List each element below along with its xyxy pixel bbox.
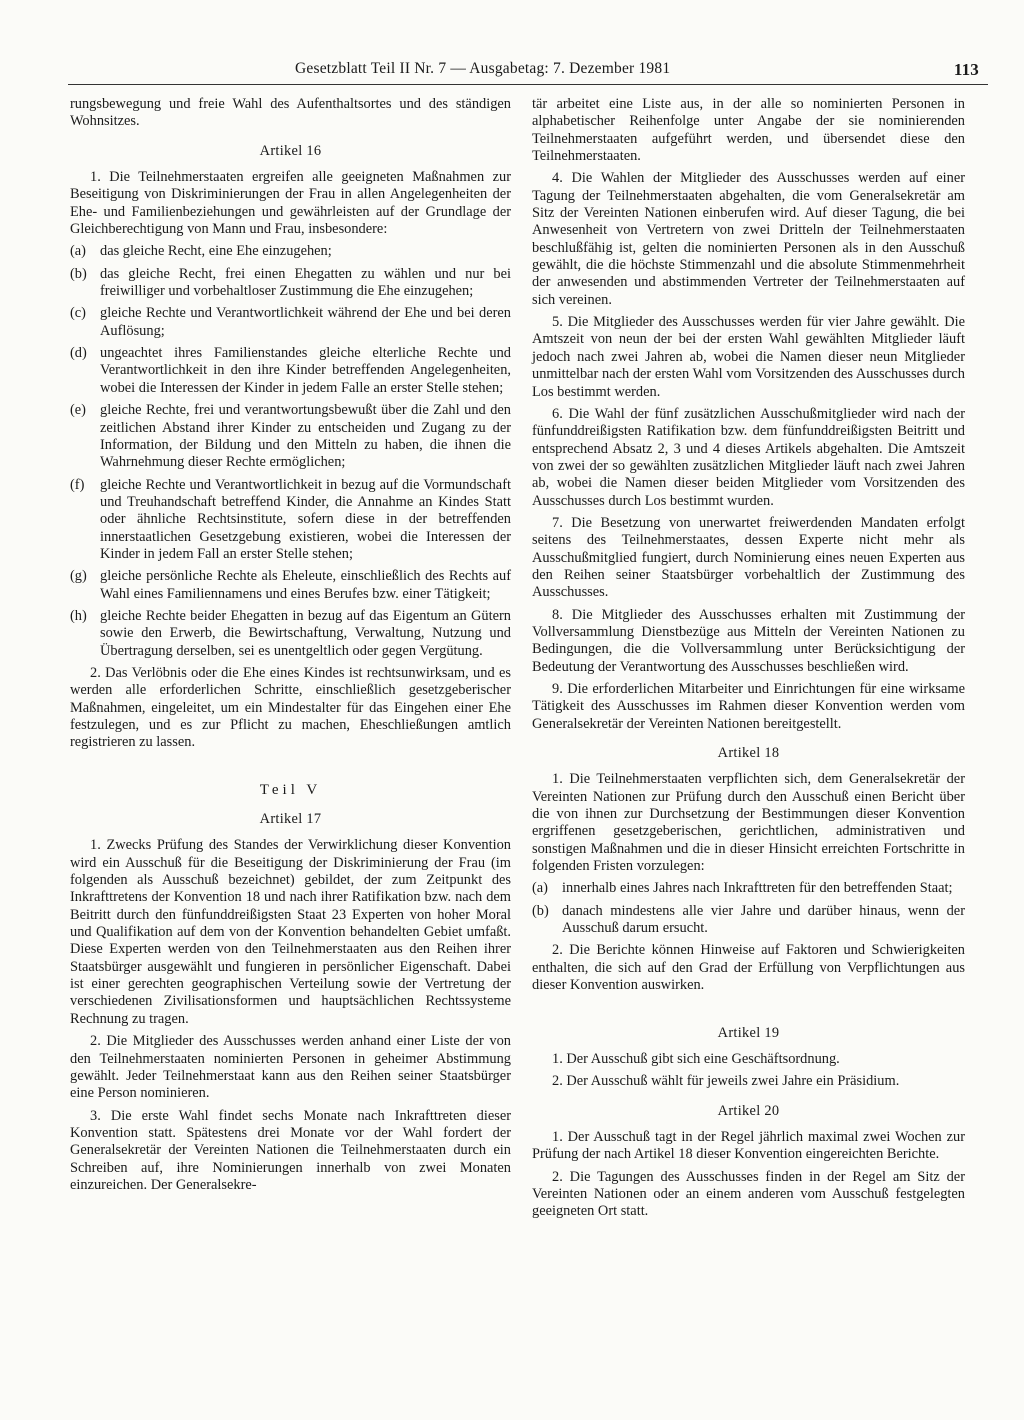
list-item	[532, 903, 965, 938]
page-header	[295, 60, 985, 82]
article-19-paragraph-1: 1. Der Ausschuß gibt sich eine Geschäftsordnung.	[552, 1050, 840, 1067]
list-item-text: gleiche Rechte und Verantwortlichkeit während der Ehe und bei deren Auflösung;	[100, 305, 511, 339]
article-17-paragraph-6: 6. Die Wahl der fünf zusätzlichen Ausschußmitglieder wird nach der fünfunddreißigsten Ratifikation bzw. dem fünfunddreißigsten Beitritt und entsprechend Absatz 2, 3 und 4 dieses Artikels abgehalten. Die Amtszeit von zwei der so gewählten zusätzlichen Mitglieder läuft nach zwei Jahren ab, wobei die Namen dieser beiden Mitglieder vom Vorsitzenden des Ausschusses durch Los bestimmt wurden.	[532, 405, 965, 509]
article-17-paragraph-7: 7. Die Besetzung von unerwartet freiwerdenden Mandaten erfolgt seitens des Teilnehmerstaates, dessen Experte nicht mehr als Ausschußmitglied fungiert, durch Nominierung eines neuen Experten aus den Reihen seiner Staatsbürger vorbehaltlich der Zustimmung des Ausschusses.	[532, 514, 965, 601]
list-item	[70, 345, 511, 397]
list-item	[70, 608, 511, 660]
article-20-paragraph-2: 2. Die Tagungen des Ausschusses finden in der Regel am Sitz der Vereinten Nationen oder an einem anderen vom Ausschuß festgelegten geeigneten Ort statt.	[532, 1168, 965, 1220]
list-item	[70, 402, 511, 471]
list-item-label: (f)	[70, 476, 85, 493]
article-17-paragraph-5: 5. Die Mitglieder des Ausschusses werden für vier Jahre gewählt. Die Amtszeit von neun der bei der ersten Wahl gewählten Mitglieder läuft jedoch nach zwei Jahren ab, wobei die Namen dieser neun Mitglieder unmittelbar nach der ersten Wahl vom Vorsitzenden des Ausschusses durch Los bestimmt werden.	[532, 314, 965, 400]
list-item	[70, 568, 511, 603]
article-17-paragraph-1: 1. Zwecks Prüfung des Standes der Verwirklichung dieser Konvention wird ein Ausschuß für die Beseitigung der Diskriminierung der Frau (im folgenden als Ausschuß bezeichnet) gebildet, der zum Zeitpunkt des Inkrafttretens der Konvention 18 und nach ihrer Ratifikation bzw. nach dem Beitritt durch den fünfunddreißigsten Staat 23 Experten von hoher Moral und Qualifikation auf dem von der Konvention behandelten Gebiet umfaßt. Diese Experten werden von den Teilnehmerstaaten aus den Reihen ihrer Staatsbürger ausgewählt und fungieren in persönlicher Eigenschaft. Dabei ist einer gerechten geographischen Verteilung sowie der Vertretung der verschiedenen Zivilisationsformen und hauptsächlichen Rechtssysteme Rechnung zu tragen.	[70, 837, 511, 1027]
article-16-paragraph-1: 1. Die Teilnehmerstaaten ergreifen alle geeigneten Maßnahmen zur Beseitigung von Diskriminierungen der Frau in allen Angelegenheiten der Ehe- und Familienbeziehungen und gewährleisten auf der Grundlage der Gleichberechtigung von Mann und Frau, insbesondere:	[70, 169, 511, 238]
article-20-heading: Artikel 20	[717, 1102, 780, 1119]
list-item-text: das gleiche Recht, frei einen Ehegatten zu wählen und nur bei freiwilliger und vorbehaltloser Zustimmung die Ehe einzugehen;	[100, 265, 511, 300]
list-item	[70, 477, 511, 564]
list-item-text: das gleiche Recht, eine Ehe einzugehen;	[100, 243, 332, 260]
list-item	[70, 266, 511, 301]
list-item	[70, 243, 511, 260]
list-item-text: danach mindestens alle vier Jahre und darüber hinaus, wenn der Ausschuß darum ersucht.	[562, 902, 965, 937]
list-item-label: (d)	[70, 345, 87, 362]
list-item-label: (h)	[70, 607, 87, 624]
header-rule	[68, 84, 988, 85]
article-17-paragraph-4: 4. Die Wahlen der Mitglieder des Ausschusses werden auf einer Tagung der Teilnehmerstaaten abgehalten, die vom Generalsekretär am Sitz der Vereinten Nationen einberufen wird. Auf dieser Tagung, die bei Anwesenheit von Vertretern von zwei Dritteln der Teilnehmerstaaten beschlußfähig ist, gelten die nominierten Personen als in den Ausschuß gewählt, die die höchste Stimmenzahl und die absolute Stimmenmehrheit der anwesenden und abstimmenden Vertreter der Teilnehmerstaaten auf sich vereinen.	[532, 170, 965, 308]
article-17-paragraph-9: 9. Die erforderlichen Mitarbeiter und Einrichtungen für eine wirksame Tätigkeit des Ausschusses im Rahmen dieser Konvention werden vom Generalsekretär der Vereinten Nationen bereitgestellt.	[532, 681, 965, 732]
list-item-text: gleiche Rechte, frei und verantwortungsbewußt über die Zahl und den zeitlichen Abstand ihrer Kinder zu entscheiden und Zugang zu der Information, der Bildung und den Mitteln zu haben, die ihnen die Wahrnehmung dieser Rechte ermöglichen;	[100, 402, 511, 471]
list-item-text: gleiche Rechte und Verantwortlichkeit in bezug auf die Vormundschaft und Treuhandschaft betreffend Kinder, die Annahme an Kindes Statt oder ähnliche Rechtsinstitute, sofern diese in der betreffenden innerstaatlichen Gesetzgebung existieren, wobei die Interessen der Kinder in jedem Fall an erster Stelle stehen;	[100, 476, 511, 562]
list-item-label: (g)	[70, 568, 87, 585]
list-item-label: (e)	[70, 402, 86, 419]
list-item-label: (b)	[70, 265, 87, 282]
paragraph-continuation: tär arbeitet eine Liste aus, in der alle so nominierten Personen in alphabetischer Reihenfolge unter Angabe der sie nominierenden Teilnehmerstaaten aufgeführt werden, und übersendet diese den Teilnehmerstaaten.	[532, 96, 965, 165]
article-18-paragraph-1: 1. Die Teilnehmerstaaten verpflichten sich, dem Generalsekretär der Vereinten Nationen zur Prüfung durch den Ausschuß einen Bericht über die von ihnen zur Durchsetzung der Bestimmungen dieser Konvention ergriffenen gesetzgeberischen, gerichtlichen, administrativen und sonstigen Maßnahmen und die in dieser Hinsicht erreichten Fortschritte in folgenden Fristen vorzulegen:	[532, 771, 965, 875]
page-number: 113	[953, 60, 979, 79]
article-18-paragraph-2: 2. Die Berichte können Hinweise auf Faktoren und Schwierigkeiten enthalten, die sich auf den Grad der Erfüllung von Verpflichtungen aus dieser Konvention auswirken.	[532, 942, 965, 994]
article-17-paragraph-3: 3. Die erste Wahl findet sechs Monate nach Inkrafttreten dieser Konvention statt. Spätestens drei Monate vor der Wahl fordert der Generalsekretär der Vereinten Nationen die Teilnehmerstaaten durch ein Schreiben auf, ihre Nominierungen innerhalb von zwei Monaten einzureichen. Der Generalsekre-	[70, 1107, 511, 1193]
list-item-label: (b)	[532, 902, 549, 919]
article-17-heading: Artikel 17	[259, 811, 322, 828]
list-item-label: (a)	[532, 880, 548, 897]
article-17-paragraph-2: 2. Die Mitglieder des Ausschusses werden anhand einer Liste der von den Teilnehmerstaaten nominierten Personen in geheimer Abstimmung gewählt. Jeder Teilnehmerstaat kann aus den Reihen seiner Staatsbürger eine Person nominieren.	[70, 1033, 511, 1102]
header-title: Gesetzblatt Teil II Nr. 7 — Ausgabetag: 7. Dezember 1981	[295, 60, 671, 77]
list-item-text: gleiche persönliche Rechte als Eheleute, einschließlich des Rechts auf Wahl eines Familiennamens und eines Berufes bzw. einer Tätigkeit;	[100, 568, 511, 602]
article-20-paragraph-1: 1. Der Ausschuß tagt in der Regel jährlich maximal zwei Wochen zur Prüfung der nach Artikel 18 dieser Konvention eingereichten Berichte.	[532, 1128, 965, 1163]
list-item	[532, 880, 965, 897]
article-18-heading: Artikel 18	[717, 745, 780, 762]
article-19-paragraph-2: 2. Der Ausschuß wählt für jeweils zwei Jahre ein Präsidium.	[552, 1073, 900, 1090]
list-item	[70, 305, 511, 340]
list-item-text: ungeachtet ihres Familienstandes gleiche elterliche Rechte und Verantwortlichkeit in den ihre Kinder betreffenden Angelegenheiten, wobei die Interessen der Kinder in jedem Falle an erster Stelle stehen;	[100, 345, 511, 396]
list-item-label: (c)	[70, 305, 86, 322]
article-16-paragraph-2: 2. Das Verlöbnis oder die Ehe eines Kindes ist rechtsunwirksam, und es werden alle erforderlichen Schritte, einschließlich gesetzgeberischer Maßnahmen, eingeleitet, um ein Mindestalter für das Eingehen einer Ehe festzulegen, und es zur Pflicht zu machen, Eheschließungen amtlich registrieren zu lassen.	[70, 664, 511, 751]
list-item-text: innerhalb eines Jahres nach Inkrafttreten für den betreffenden Staat;	[562, 880, 953, 897]
article-17-paragraph-8: 8. Die Mitglieder des Ausschusses erhalten mit Zustimmung der Vollversammlung Dienstbezüge aus Mitteln der Vereinten Nationen zu Bedingungen, die die Vollversammlung unter Berücksichtigung der Bedeutung der Verantwortung des Ausschusses beschließen wird.	[532, 606, 965, 675]
part-heading: Teil V	[259, 781, 322, 798]
paragraph-continuation: rungsbewegung und freie Wahl des Aufenthaltsortes und des ständigen Wohnsitzes.	[70, 96, 511, 130]
list-item-text: gleiche Rechte beider Ehegatten in bezug auf das Eigentum an Gütern sowie den Erwerb, die Bewirtschaftung, Verwaltung, Nutzung und Übertragung derselben, sei es unentgeltlich oder gegen Vergütung.	[100, 607, 511, 659]
list-item-label: (a)	[70, 243, 86, 260]
article-19-heading: Artikel 19	[717, 1024, 780, 1041]
article-16-heading: Artikel 16	[259, 142, 322, 159]
right-column	[532, 96, 965, 1226]
left-column	[70, 96, 511, 1199]
